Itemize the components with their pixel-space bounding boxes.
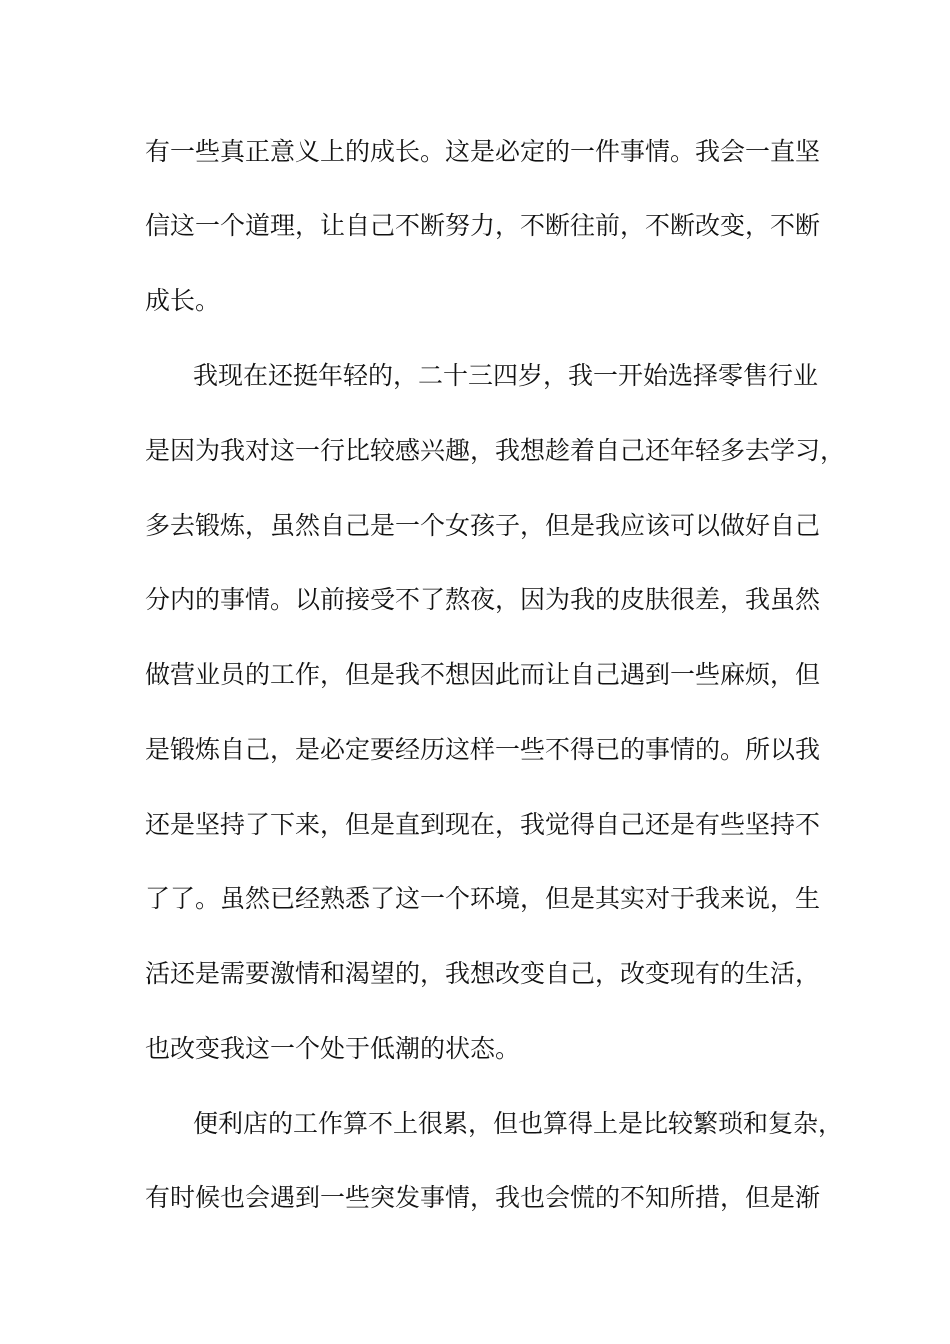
text-line: 活还是需要激情和渴望的，我想改变自己，改变现有的生活， [145, 959, 821, 988]
text-line: 分内的事情。以前接受不了熬夜，因为我的皮肤很差，我虽然 [145, 585, 821, 614]
text-line: 信这一个道理，让自己不断努力，不断往前，不断改变，不断 [145, 211, 821, 240]
text-line: 成长。 [145, 286, 221, 315]
text-line: 有时候也会遇到一些突发事情，我也会慌的不知所措，但是渐 [145, 1183, 821, 1212]
text-line: 是锻炼自己，是必定要经历这样一些不得已的事情的。所以我 [145, 735, 821, 764]
paragraph-first-line: 我现在还挺年轻的，二十三四岁，我一开始选择零售行业 [193, 361, 819, 390]
text-line: 了了。虽然已经熟悉了这一个环境，但是其实对于我来说，生 [145, 884, 821, 913]
text-line: 还是坚持了下来，但是直到现在，我觉得自己还是有些坚持不 [145, 810, 821, 839]
text-line: 是因为我对这一行比较感兴趣，我想趁着自己还年轻多去学习， [145, 436, 846, 465]
text-line: 多去锻炼，虽然自己是一个女孩子，但是我应该可以做好自己 [145, 511, 821, 540]
text-line: 有一些真正意义上的成长。这是必定的一件事情。我会一直坚 [145, 137, 821, 166]
text-line: 做营业员的工作，但是我不想因此而让自己遇到一些麻烦，但 [145, 660, 821, 689]
text-line: 也改变我这一个处于低潮的状态。 [145, 1034, 521, 1063]
paragraph-first-line: 便利店的工作算不上很累，但也算得上是比较繁琐和复杂， [193, 1109, 844, 1138]
